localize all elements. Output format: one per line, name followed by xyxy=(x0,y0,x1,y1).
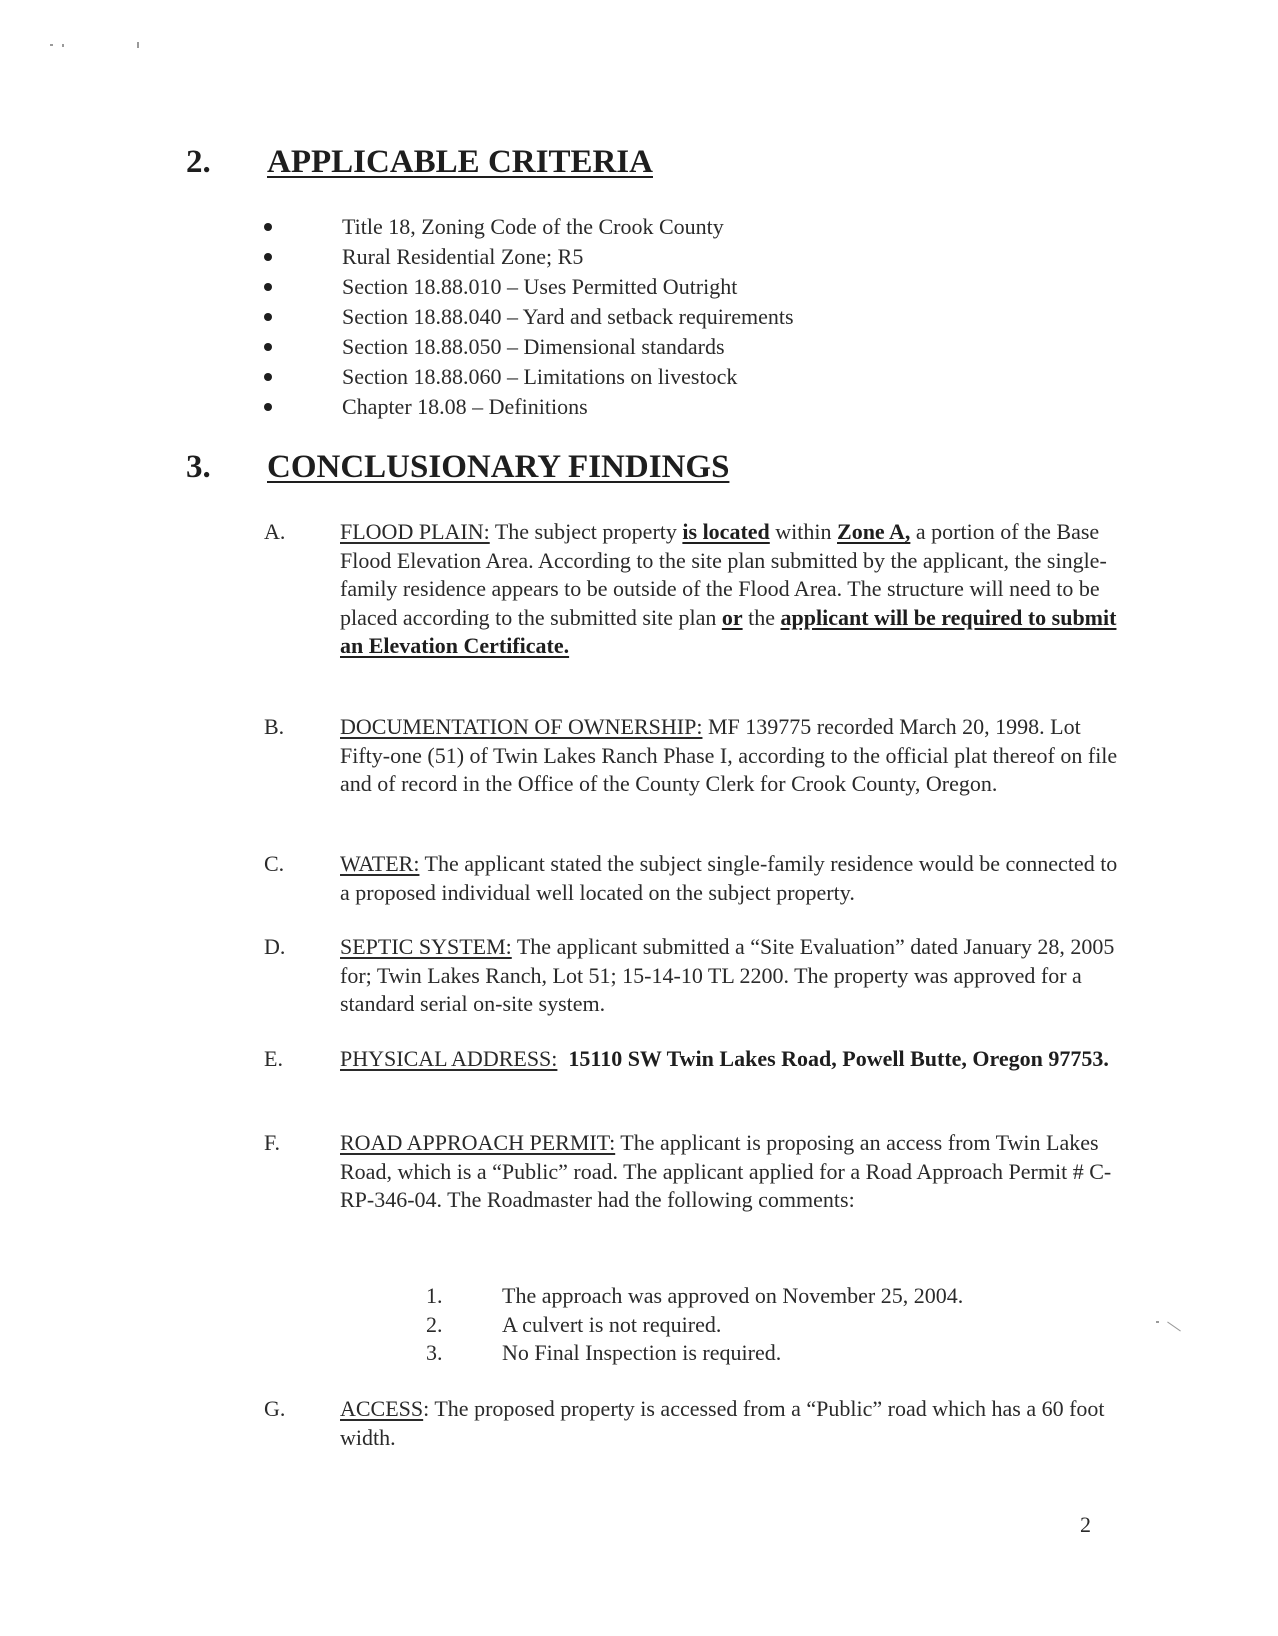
bullet-icon xyxy=(264,283,272,291)
bullet-icon xyxy=(264,373,272,381)
bullet-icon xyxy=(264,253,272,261)
finding-text: SEPTIC SYSTEM: The applicant submitted a “Site Evaluation” dated January 28, 2005 for; Twin Lakes Ranch, Lot 51; 15-14-10 TL 2200. The property was approved for a standard serial on-site system. xyxy=(340,934,1115,1016)
list-item: 2. A culvert is not required. xyxy=(426,1311,722,1337)
scan-speck xyxy=(1156,1321,1159,1323)
finding-heading: SEPTIC SYSTEM: xyxy=(340,934,512,959)
finding-heading: FLOOD PLAIN: xyxy=(340,519,490,544)
finding-letter: A. xyxy=(264,519,286,544)
finding-text: FLOOD PLAIN: The subject property is located within Zone A, a portion of the Base Flood Elevation Area. According to the site plan submitted by the applicant, the single-family residence appears to be outside of the Flood Area. The structure will need to be placed according to the submitted site plan or the applicant will be required to submit an Elevation Certificate. xyxy=(340,519,1117,658)
scan-speck xyxy=(1167,1322,1181,1332)
finding-text: DOCUMENTATION OF OWNERSHIP: MF 139775 recorded March 20, 1998. Lot Fifty-one (51) of Twin Lakes Ranch Phase I, according to the official plat thereof on file and of record in the Office of the County Clerk for Crook County, Oregon. xyxy=(340,714,1118,796)
finding-heading: ACCESS xyxy=(340,1396,424,1421)
scan-speck xyxy=(62,44,64,47)
section-number: 3. xyxy=(186,449,211,485)
finding-heading: ROAD APPROACH PERMIT: xyxy=(340,1130,616,1155)
finding-text: PHYSICAL ADDRESS: 15110 SW Twin Lakes Road, Powell Butte, Oregon 97753. xyxy=(340,1046,1109,1071)
roadmaster-comments xyxy=(426,1282,1126,1368)
bullet-icon xyxy=(264,403,272,411)
list-item: 1. The approach was approved on November 25, 2004. xyxy=(426,1283,964,1308)
bullet-icon xyxy=(264,223,272,231)
section-number: 2. xyxy=(186,144,211,180)
finding-text: ACCESS: The proposed property is accessed from a “Public” road which has a 60 foot width. xyxy=(340,1396,1105,1450)
finding-heading: DOCUMENTATION OF OWNERSHIP: xyxy=(340,714,703,739)
finding-heading: WATER: xyxy=(340,851,420,876)
scan-speck xyxy=(50,44,53,46)
page-number: 2 xyxy=(1080,1512,1091,1537)
finding-letter: E. xyxy=(264,1046,283,1071)
section-title: APPLICABLE CRITERIA xyxy=(267,144,653,180)
finding-text: ROAD APPROACH PERMIT: The applicant is proposing an access from Twin Lakes Road, which is a “Public” road. The applicant applied for a Road Approach Permit # C-RP-346-04. The Roadmaster had the following comments: xyxy=(340,1130,1112,1212)
list-item: Section 18.88.060 – Limitations on livestock xyxy=(262,362,1162,392)
section-title: CONCLUSIONARY FINDINGS xyxy=(267,449,730,485)
list-item: Rural Residential Zone; R5 xyxy=(262,242,1162,272)
criteria-list xyxy=(262,212,1162,422)
bullet-icon xyxy=(264,313,272,321)
list-item: Section 18.88.050 – Dimensional standards xyxy=(262,332,1162,362)
scan-speck xyxy=(137,42,139,48)
finding-heading: PHYSICAL ADDRESS: xyxy=(340,1046,558,1071)
finding-text: WATER: The applicant stated the subject single-family residence would be connected to a proposed individual well located on the subject property. xyxy=(340,851,1118,905)
list-item: Chapter 18.08 – Definitions xyxy=(262,392,1162,422)
finding-letter: G. xyxy=(264,1396,286,1421)
list-item: Section 18.88.010 – Uses Permitted Outright xyxy=(262,272,1162,302)
list-item: Title 18, Zoning Code of the Crook County xyxy=(262,212,1162,242)
finding-letter: F. xyxy=(264,1130,280,1155)
list-item: Section 18.88.040 – Yard and setback requirements xyxy=(262,302,1162,332)
finding-letter: B. xyxy=(264,714,285,739)
finding-letter: D. xyxy=(264,934,286,959)
list-item: 3. No Final Inspection is required. xyxy=(426,1340,782,1365)
finding-letter: C. xyxy=(264,851,285,876)
bullet-icon xyxy=(264,343,272,351)
